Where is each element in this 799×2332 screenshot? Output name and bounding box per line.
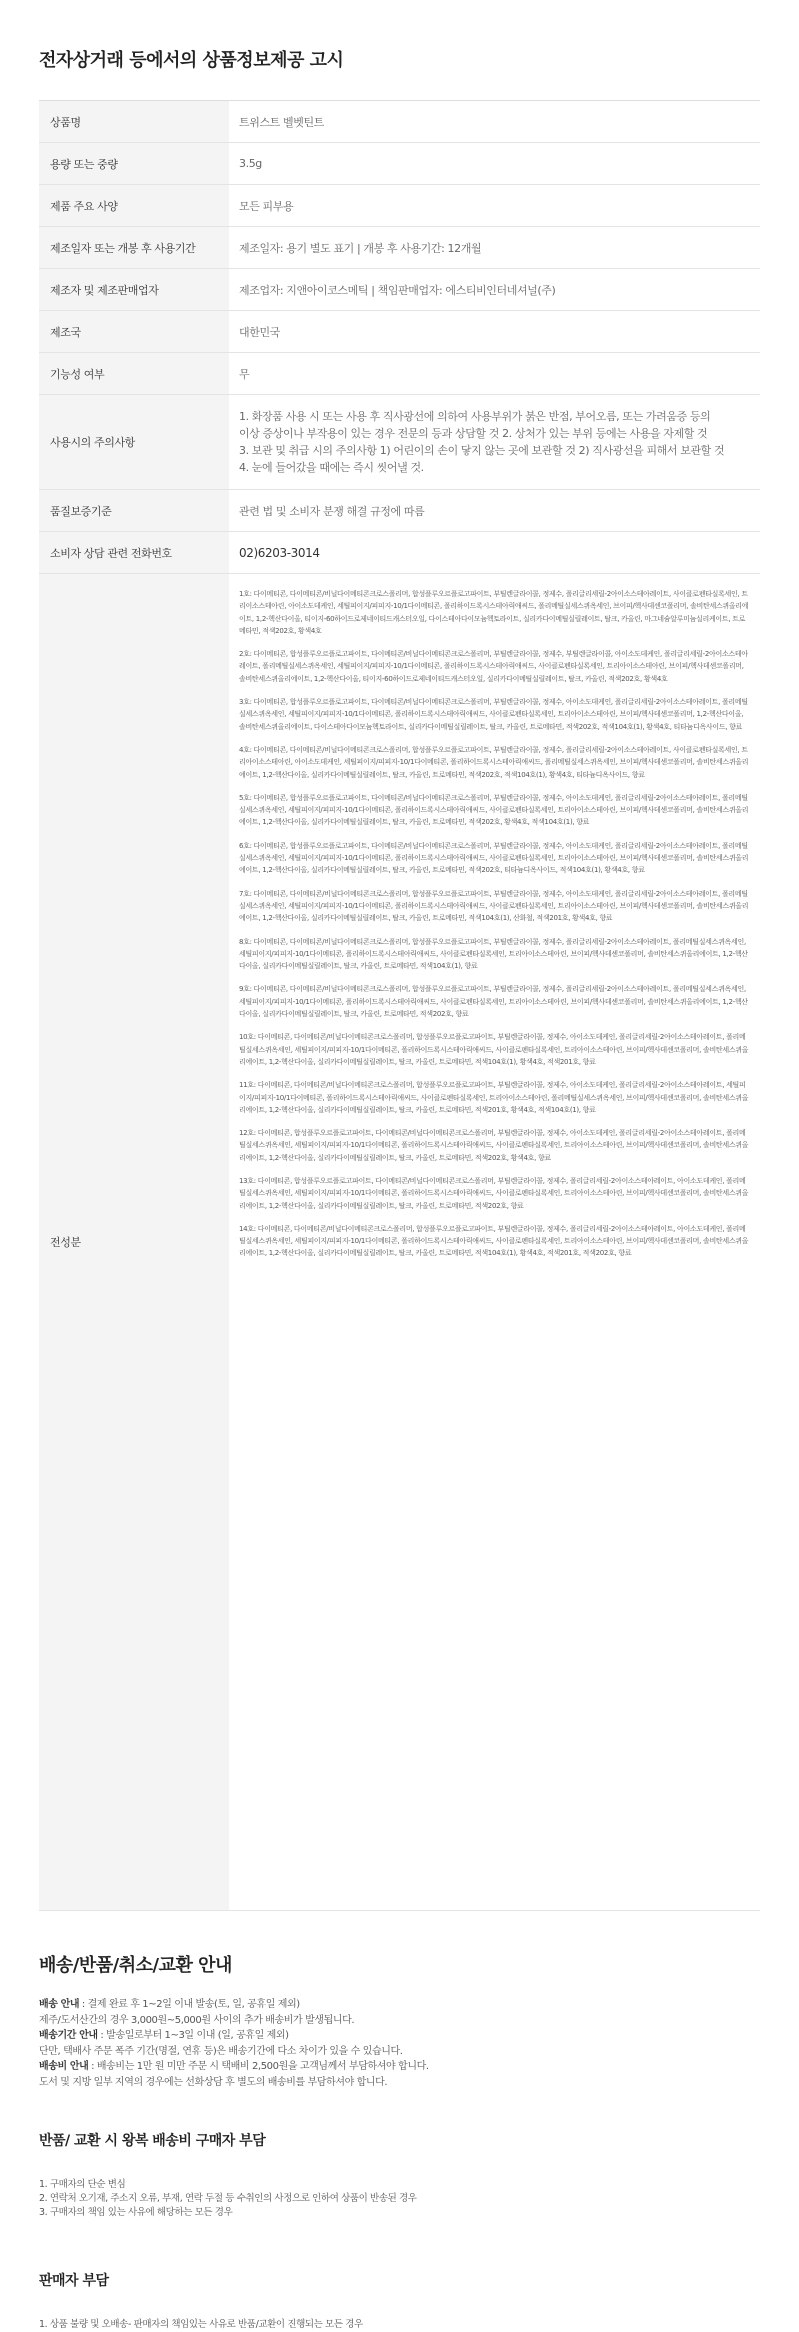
info-label: 용량 또는 중량: [39, 143, 229, 185]
product-info-table: [39, 100, 760, 1911]
info-value: 제조업자: 지앤아이코스메틱 | 책임판매업자: 에스티비인터네셔널(주): [229, 269, 760, 311]
info-row: [39, 269, 760, 311]
shipping-line: [39, 2028, 760, 2044]
shipping-section: [39, 1911, 760, 2090]
ingredient-item: 3호: 다이메티콘, 합성플루오르플로고파이트, 다이메티콘/비닐다이메티콘크로스폴리머, 부틸렌글라이콜, 정제수, 아이소도데케인, 폴리글리세릴-2아이소스테아레이트, 폴리메틸실세스퀴옥세인, 세틸피이지/피피지-10/1다이메티콘, 폴리하이드록시스테아릭애씨드, 사이클로펜타실록세인, 트리아이소스테아린, 브이피/헥사데센코폴리머, 1,2-헥산다이올, 솔비탄세스퀴올리에이트, 다이스테아다이모늄헥토라이트, 실리카다이메틸실릴레이트, 탈크, 카올린, 트로메타민, 적색202호, 적색104호(1), 황색4호, 티타늄디옥사이드, 향료: [239, 698, 748, 731]
ingredient-item: 14호: 다이메티콘, 다이메티콘/비닐다이메티콘크로스폴리머, 합성플루오르플로고파이트, 부틸렌글라이콜, 정제수, 폴리글리세릴-2아이소스테아레이트, 아이소도데케인, 폴리메틸실세스퀴옥세인, 세틸피이지/피피지-10/1다이메티콘, 폴리하이드록시스테아릭애씨드, 사이클로펜타실록세인, 트리아이소스테아린, 브이피/헥사데센코폴리머, 솔비탄세스퀴올리에이트, 1,2-헥산다이올, 실리카다이메틸실릴레이트, 탈크, 카올린, 트로메타민, 적색104호(1), 황색4호, 적색201호, 적색202호, 향료: [239, 1224, 749, 1258]
ingredients-label: 전성분: [39, 574, 229, 1911]
info-row: [39, 227, 760, 269]
ingredient-item: 9호: 다이메티콘, 다이메티콘/비닐다이메티콘크로스폴리머, 합성플루오르플로고파이트, 부틸렌글라이콜, 정제수, 폴리글리세릴-2아이소스테아레이트, 폴리메틸실세스퀴옥세인, 세틸피이지/피피지-10/1다이메티콘, 폴리하이드록시스테아릭애씨드, 사이클로펜타실록세인, 트리아이소스테아린, 브이피/헥사데센코폴리머, 솔비탄세스퀴올리에이트, 1,2-헥산다이올, 실리카다이메틸실릴레이트, 탈크, 카올린, 트로메타민, 적색202호, 향료: [239, 985, 748, 1019]
caution-label: 사용시의 주의사항: [39, 395, 229, 490]
return-seller-section: [39, 2220, 760, 2332]
ingredient-item: 2호: 다이메티콘, 합성플루오르플로고파이트, 다이메티콘/비닐다이메티콘크로스폴리머, 부틸렌글라이콜, 정제수, 부틸렌글라이콜, 아이소도데케인, 폴리글리세릴-2아이소스테아레이트, 폴리메틸실세스퀴옥세인, 세틸피이지/피피지-10/1다이메티콘, 폴리하이드록시스테아릭애씨드, 사이클로펜타실록세인, 트리아이소스테아린, 브이피/헥사데센코폴리머, 솔비탄세스퀴올리에이트, 1,2-헥산다이올, 티이지-60하이드로제네이티드캐스터오일, 실리카다이메틸실릴레이트, 탈크, 카올린, 적색202호, 황색4호: [239, 650, 748, 683]
info-value: 모든 피부용: [229, 185, 760, 227]
info-label: 기능성 여부: [39, 353, 229, 395]
shipping-line-label: 배송비 안내: [39, 2061, 89, 2072]
shipping-line: [39, 2059, 760, 2075]
shipping-line: [39, 2013, 760, 2029]
phone-label: 소비자 상담 관련 전화번호: [39, 532, 229, 574]
caution-line: 이상 증상이나 부작용이 있는 경우 전문의 등과 상담할 것 2. 상처가 있는 부위 등에는 사용을 자제할 것: [239, 427, 708, 440]
ingredient-item: 5호: 다이메티콘, 합성플루오르플로고파이트, 다이메티콘/비닐다이메티콘크로스폴리머, 부틸렌글라이콜, 정제수, 아이소도데케인, 폴리글리세릴-2아이소스테아레이트, 폴리메틸실세스퀴옥세인, 세틸피이지/피피지-10/1다이메티콘, 폴리하이드록시스테아릭애씨드, 사이클로펜타실록세인, 트리아이소스테아린, 브이피/헥사데센코폴리머, 솔비탄세스퀴올리에이트, 1,2-헥산다이올, 실리카다이메틸실릴레이트, 탈크, 카올린, 트로메타민, 적색202호, 황색4호, 적색104호(1), 향료: [239, 793, 749, 827]
shipping-line-text: : 결제 완료 후 1~2일 이내 발송(토, 일, 공휴일 제외): [79, 1999, 300, 2010]
caution-line: 4. 눈에 들어갔을 때에는 즉시 씻어낼 것.: [239, 461, 424, 474]
info-value: 대한민국: [229, 311, 760, 353]
shipping-line: [39, 2044, 760, 2060]
return-buyer-section: [39, 2090, 760, 2220]
ingredient-item: 7호: 다이메티콘, 다이메티콘/비닐다이메티콘크로스폴리머, 합성플루오르플로고파이트, 부틸렌글라이콜, 정제수, 아이소도데케인, 폴리글리세릴-2아이소스테아레이트, 폴리메틸실세스퀴옥세인, 세틸피이지/피피지-10/1다이메티콘, 폴리하이드록시스테아릭애씨드, 사이클로펜타실록세인, 트리아이소스테아린, 브이피/헥사데센코폴리머, 솔비탄세스퀴올리에이트, 1,2-헥산다이올, 실리카다이메틸실릴레이트, 탈크, 카올린, 트로메타민, 적색104호(1), 산화철, 적색201호, 황색4호, 향료: [239, 889, 749, 923]
page-title: 전자상거래 등에서의 상품정보제공 고시: [39, 50, 344, 71]
ingredient-item: 1호: 다이메티콘, 다이메티콘/비닐다이메티콘크로스폴리머, 합성플루오르플로고파이트, 부틸렌글라이콜, 정제수, 폴리글리세릴-2아이소스테아레이트, 사이클로펜타실록세인, 트리이소스테아린, 아이소도데케인, 세틸피이지/피피지-10/1다이메티콘, 폴리하이드록시스테아릭애씨드, 폴리메틸실세스퀴옥세인, 브이피/헥사데센코폴리머, 솔비탄세스퀴올리에이트, 1,2-헥산다이올, 티이지-60하이드로제네이티드캐스터오일, 다이스테아다이모늄헥토라이트, 실리카다이메틸실릴레이트, 탈크, 카올린, 마그네슘알루미늄실리케이트, 트로메타민, 적색202호, 황색4호: [239, 590, 749, 635]
list-item: 1. 구매자의 단순 변심: [39, 2179, 126, 2190]
shipping-line-label: 배송 안내: [39, 1999, 80, 2010]
list-item: 1. 상품 불량 및 오배송- 판매자의 책임있는 사유로 반품/교환이 진행되는 모든 경우: [39, 2319, 363, 2330]
info-row: [39, 143, 760, 185]
return-seller-list: [39, 2318, 760, 2332]
caution-row: [39, 395, 760, 490]
quality-label: 품질보증기준: [39, 490, 229, 532]
list-item: 3. 구매자의 책임 있는 사유에 해당하는 모든 경우: [39, 2207, 233, 2218]
info-label: 제조국: [39, 311, 229, 353]
shipping-lines: [39, 1997, 760, 2090]
shipping-line-text: 단만, 택배사 주문 폭주 기간(명절, 연휴 등)은 배송기간에 다소 차이가 있을 수 있습니다.: [39, 2045, 403, 2057]
ingredients-cell: [229, 574, 760, 1911]
ingredient-item: 4호: 다이메티콘, 다이메티콘/비닐다이메티콘크로스폴리머, 합성플루오르플로고파이트, 부틸렌글라이콜, 정제수, 폴리글리세릴-2아이소스테아레이트, 사이클로펜타실록세인, 트리아이소스테아린, 아이소도데케인, 세틸피이지/피피지-10/1다이메티콘, 폴리하이드록시스테아릭애씨드, 폴리메틸실세스퀴옥세인, 브이피/헥사데센코폴리머, 솔비탄세스퀴올리에이트, 1,2-헥산다이올, 실리카다이메틸실릴레이트, 탈크, 카올린, 트로메타민, 적색202호, 적색104호(1), 황색4호, 티타늄디옥사이드, 향료: [239, 745, 749, 779]
ingredient-item: 12호: 다이메티콘, 합성플루오르플로고파이트, 다이메티콘/비닐다이메티콘크로스폴리머, 부틸렌글라이콜, 정제수, 아이소도데케인, 폴리글리세릴-2아이소스테아레이트, 폴리메틸실세스퀴옥세인, 세틸피이지/피피지-10/1다이메티콘, 폴리하이드록시스테아릭애씨드, 사이클로펜타실록세인, 트리아이소스테아린, 브이피/헥사데센코폴리머, 솔비탄세스퀴올리에이트, 1,2-헥산다이올, 실리카다이메틸실릴레이트, 탈크, 카올린, 트로메타민, 적색202호, 황색4호, 향료: [239, 1129, 749, 1162]
shipping-line: [39, 2075, 760, 2091]
info-row: [39, 101, 760, 143]
ingredient-item: 10호: 다이메티콘, 다이메티콘/비닐다이메티콘크로스폴리머, 합성플루오르플로고파이트, 부틸렌글라이콜, 정제수, 아이소도데케인, 폴리글리세릴-2아이소스테아레이트, 폴리메틸실세스퀴옥세인, 세틸피이지/피피지-10/1다이메티콘, 폴리하이드록시스테아릭애씨드, 사이클로펜타실록세인, 트리아이소스테아린, 브이피/헥사데센코폴리머, 솔비탄세스퀴올리에이트, 1,2-헥산다이올, 실리카다이메틸실릴레이트, 탈크, 카올린, 트로메타민, 적색104호(1), 황색4호, 적색201호, 향료: [239, 1033, 749, 1066]
info-value: 3.5g: [229, 143, 760, 185]
return-buyer-list: [39, 2178, 760, 2220]
shipping-line-text: : 발송일로부터 1~3일 이내 (일, 공휴일 제외): [97, 2030, 289, 2041]
caution-line: 3. 보관 및 취급 시의 주의사항 1) 어린이의 손이 닿지 않는 곳에 보관할 것 2) 직사광선을 피해서 보관할 것: [239, 444, 725, 457]
info-label: 제조일자 또는 개봉 후 사용기간: [39, 227, 229, 269]
shipping-line-text: 도서 및 지방 일부 지역의 경우에는 선화상담 후 별도의 배송비를 부담하셔야 합니다.: [39, 2076, 388, 2088]
quality-value: 관련 법 및 소비자 분쟁 해결 규정에 따름: [229, 490, 760, 532]
info-label: 제품 주요 사양: [39, 185, 229, 227]
ingredient-item: 8호: 다이메티콘, 다이메티콘/비닐다이메티콘크로스폴리머, 합성플루오르플로고파이트, 부틸렌글라이콜, 정제수, 폴리글리세릴-2아이소스테아레이트, 폴리메틸실세스퀴옥세인, 세틸피이지/피피지-10/1다이메티콘, 폴리하이드록시스테아릭애씨드, 사이클로펜타실록세인, 트리아이소스테아린, 브이피/헥사데센코폴리머, 솔비탄세스퀴올리에이트, 1,2-헥산다이올, 실리카다이메틸실릴레이트, 탈크, 카올린, 트로메타민, 적색104호(1), 향료: [239, 937, 748, 971]
caution-line: 1. 화장품 사용 시 또는 사용 후 직사광선에 의하여 사용부위가 붉은 반점, 부어오름, 또는 가려움증 등의: [239, 410, 711, 423]
info-value: 제조일자: 용기 별도 표기 | 개봉 후 사용기간: 12개월: [229, 227, 760, 269]
shipping-line-text: : 배송비는 1만 원 미만 주문 시 택배비 2,500원을 고객님께서 부담하셔야 합니다.: [88, 2061, 429, 2072]
info-row: [39, 311, 760, 353]
return-seller-title: 판매자 부담: [39, 2273, 109, 2289]
list-item: 2. 연락처 오기재, 주소지 오류, 부재, 연락 두절 등 수취인의 사정으로 인하여 상품이 반송된 경우: [39, 2193, 417, 2204]
shipping-title: 배송/반품/취소/교환 안내: [39, 1955, 232, 1976]
shipping-line: [39, 1997, 760, 2013]
return-buyer-title: 반품/ 교환 시 왕복 배송비 구매자 부담: [39, 2133, 266, 2149]
quality-row: [39, 490, 760, 532]
phone-value: 02)6203-3014: [229, 532, 760, 574]
info-label: 상품명: [39, 101, 229, 143]
info-label: 제조자 및 제조판매업자: [39, 269, 229, 311]
caution-text: [229, 395, 760, 490]
info-row: [39, 353, 760, 395]
phone-row: [39, 532, 760, 574]
ingredient-item: 13호: 다이메티콘, 합성플루오르플로고파이트, 다이메티콘/비닐다이메티콘크로스폴리머, 부틸렌글라이콜, 정제수, 폴리글리세릴-2아이소스테아레이트, 아이소도데케인, 폴리메틸실세스퀴옥세인, 세틸피이지/피피지-10/1다이메티콘, 폴리하이드록시스테아릭애씨드, 사이클로펜타실록세인, 트리아이소스테아린, 브이피/헥사데센코폴리머, 솔비탄세스퀴올리에이트, 1,2-헥산다이올, 실리카다이메틸실릴레이트, 탈크, 카올린, 트로메타민, 적색202호, 향료: [239, 1176, 749, 1210]
shipping-line-label: 배송기간 안내: [39, 2030, 98, 2041]
info-value: 무: [229, 353, 760, 395]
ingredients-row: [39, 574, 760, 1911]
ingredient-item: 6호: 다이메티콘, 합성플루오르플로고파이트, 다이메티콘/비닐다이메티콘크로스폴리머, 부틸렌글라이콜, 정제수, 아이소도데케인, 폴리글리세릴-2아이소스테아레이트, 폴리메틸실세스퀴옥세인, 세틸피이지/피피지-10/1다이메티콘, 폴리하이드록시스테아릭애씨드, 사이클로펜타실록세인, 트리아이소스테아린, 브이피/헥사데센코폴리머, 솔비탄세스퀴올리에이트, 1,2-헥산다이올, 실리카다이메틸실릴레이트, 탈크, 카올린, 트로메타민, 적색202호, 티타늄디옥사이드, 적색104호(1), 황색4호, 향료: [239, 841, 749, 875]
shipping-line-text: 제주/도서산간의 경우 3,000원~5,000원 사이의 추가 배송비가 발생됩니다.: [39, 2014, 355, 2026]
info-value: 트위스트 벨벳틴트: [229, 101, 760, 143]
ingredient-item: 11호: 다이메티콘, 다이메티콘/비닐다이메티콘크로스폴리머, 합성플루오르플로고파이트, 부틸렌글라이콜, 정제수, 아이소도데케인, 폴리글리세릴-2아이소스테아레이트, 세틸피이지/피피지-10/1다이메티콘, 폴리하이드록시스테아릭애씨드, 사이클로펜타실록세인, 트리아이소스테아린, 폴리메틸실세스퀴옥세인, 브이피/헥사데센코폴리머, 솔비탄세스퀴올리에이트, 1,2-헥산다이올, 실리카다이메틸실릴레이트, 탈크, 카올린, 트로메타민, 적색201호, 황색4호, 적색104호(1), 향료: [239, 1081, 749, 1114]
info-row: [39, 185, 760, 227]
